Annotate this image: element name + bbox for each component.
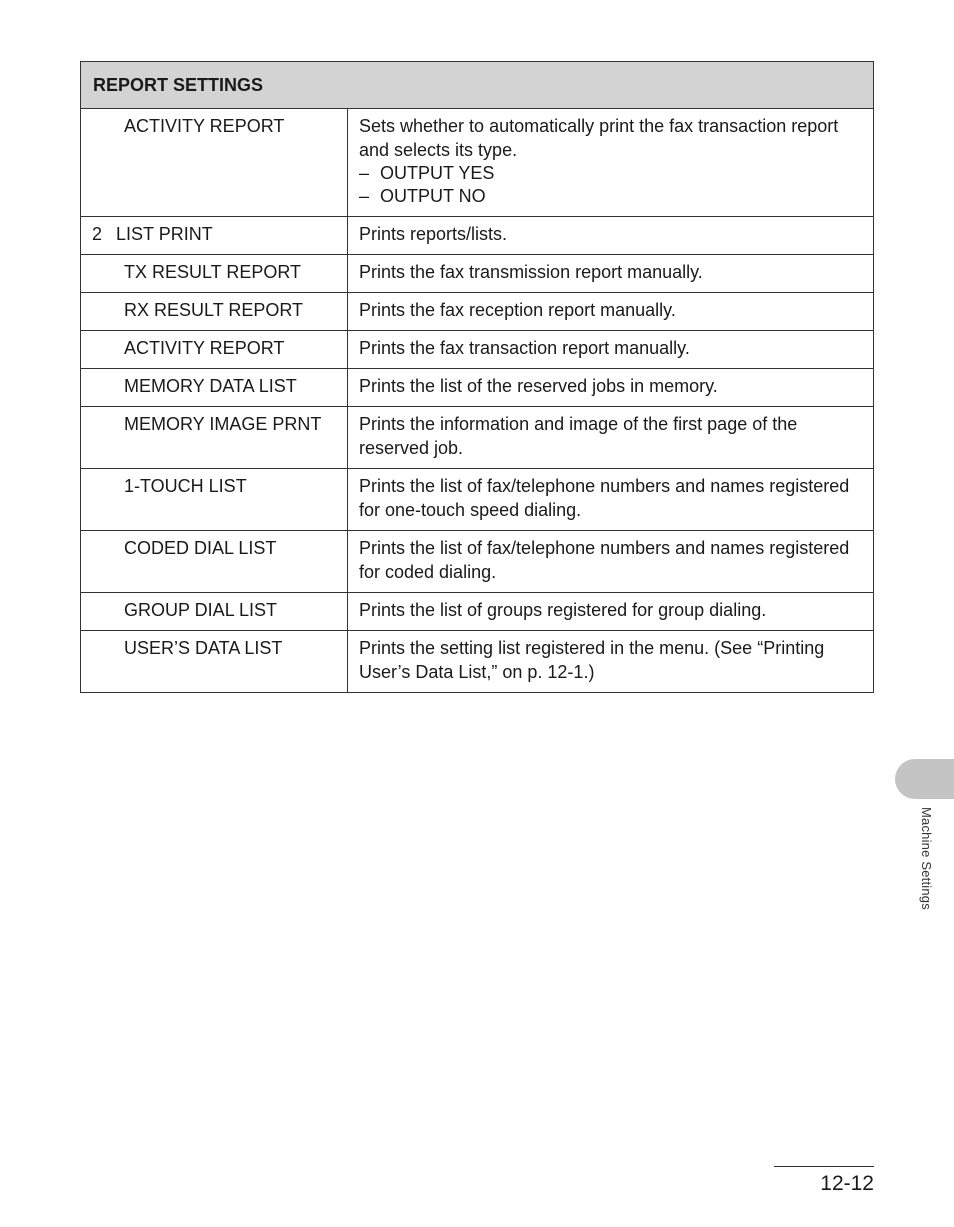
table-row — [81, 593, 874, 631]
setting-name-cell — [81, 109, 348, 217]
setting-name-cell — [81, 331, 348, 369]
settings-rows — [81, 109, 874, 693]
setting-description: Prints the fax transmission report manually. — [359, 262, 703, 282]
setting-name: MEMORY IMAGE PRNT — [124, 414, 322, 434]
setting-description-cell — [348, 469, 874, 531]
table-row — [81, 407, 874, 469]
section-title: REPORT SETTINGS — [81, 62, 874, 109]
setting-name-cell — [81, 217, 348, 255]
setting-description-cell — [348, 293, 874, 331]
setting-description: Prints the list of the reserved jobs in memory. — [359, 376, 718, 396]
setting-description-cell — [348, 531, 874, 593]
table-row — [81, 631, 874, 693]
setting-name: TX RESULT REPORT — [124, 262, 302, 282]
report-settings-table — [80, 61, 874, 693]
setting-name-cell — [81, 407, 348, 469]
setting-description: Prints the fax reception report manually. — [359, 300, 676, 320]
page-number: 12-12 — [820, 1172, 874, 1195]
setting-name: ACTIVITY REPORT — [124, 116, 285, 136]
table-row — [81, 369, 874, 407]
setting-name: MEMORY DATA LIST — [124, 376, 297, 396]
table-row — [81, 109, 874, 217]
setting-description-cell — [348, 369, 874, 407]
setting-description-cell — [348, 593, 874, 631]
table-row — [81, 331, 874, 369]
setting-description-cell — [348, 631, 874, 693]
setting-name: RX RESULT REPORT — [124, 300, 304, 320]
setting-name: GROUP DIAL LIST — [124, 600, 278, 620]
setting-description: Prints the setting list registered in the menu. (See “Printing User’s Data List,” on p. 12-1.) — [359, 638, 825, 682]
setting-description-cell — [348, 217, 874, 255]
setting-name-cell — [81, 293, 348, 331]
setting-description: Prints the list of fax/telephone numbers and names registered for one-touch speed dialing. — [359, 476, 850, 520]
setting-description-cell — [348, 331, 874, 369]
setting-name: ACTIVITY REPORT — [124, 338, 285, 358]
table-row — [81, 217, 874, 255]
footer-rule — [774, 1166, 874, 1167]
setting-option — [359, 162, 865, 185]
setting-option — [359, 185, 865, 208]
setting-name: 1-TOUCH LIST — [124, 476, 247, 496]
chapter-tab-label: Machine Settings — [919, 807, 934, 910]
option-label: OUTPUT NO — [380, 186, 486, 206]
setting-name-cell — [81, 631, 348, 693]
option-dash: – — [359, 163, 370, 183]
option-label: OUTPUT YES — [380, 163, 495, 183]
setting-description: Prints the list of groups registered for group dialing. — [359, 600, 767, 620]
setting-name-cell — [81, 469, 348, 531]
table-row — [81, 531, 874, 593]
setting-description: Prints the information and image of the first page of the reserved job. — [359, 414, 798, 458]
setting-name: CODED DIAL LIST — [124, 538, 277, 558]
section-header-row — [81, 62, 874, 109]
setting-description: Prints the list of fax/telephone numbers and names registered for coded dialing. — [359, 538, 850, 582]
option-dash: – — [359, 186, 370, 206]
setting-number: 2 — [92, 224, 103, 244]
table-row — [81, 293, 874, 331]
setting-name: USER’S DATA LIST — [124, 638, 283, 658]
setting-description-cell — [348, 255, 874, 293]
setting-name: LIST PRINT — [116, 224, 213, 244]
setting-description: Prints reports/lists. — [359, 224, 508, 244]
setting-name-cell — [81, 531, 348, 593]
chapter-tab — [895, 759, 954, 799]
setting-description: Prints the fax transaction report manually. — [359, 338, 690, 358]
setting-description-cell — [348, 109, 874, 217]
setting-name-cell — [81, 593, 348, 631]
setting-name-cell — [81, 255, 348, 293]
table-row — [81, 469, 874, 531]
table-row — [81, 255, 874, 293]
setting-description-cell — [348, 407, 874, 469]
setting-description: Sets whether to automatically print the fax transaction report and selects its type. — [359, 116, 839, 160]
setting-name-cell — [81, 369, 348, 407]
